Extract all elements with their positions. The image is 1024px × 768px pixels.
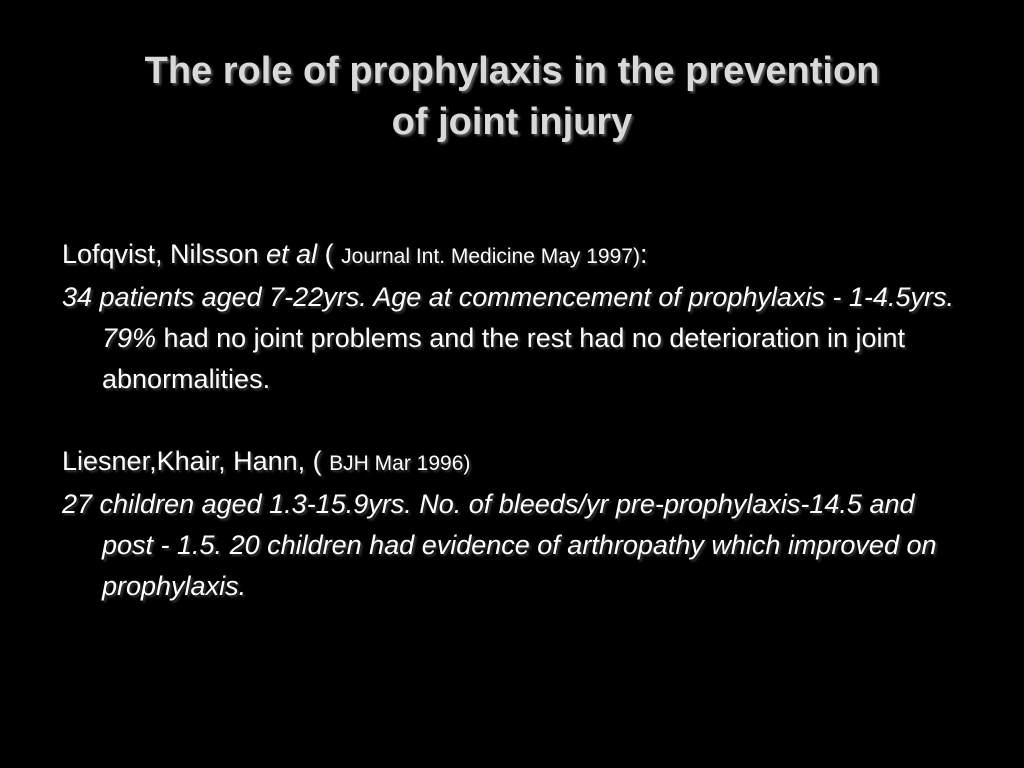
reference-1-etal: et al bbox=[266, 239, 318, 269]
reference-1-journal: Journal Int. Medicine May 1997) bbox=[341, 245, 640, 268]
title-line-1: The role of prophylaxis in the prevention bbox=[144, 50, 880, 92]
reference-2-authors: Liesner,Khair, Hann, ( bbox=[62, 446, 330, 476]
reference-1 bbox=[62, 234, 962, 277]
title-line-2: of joint injury bbox=[391, 101, 633, 143]
study-1-summary-normal: had no joint problems and the rest had no deterioration in joint abnormalities. bbox=[102, 323, 906, 394]
reference-1-open-paren: ( bbox=[317, 239, 342, 269]
slide-title bbox=[40, 46, 984, 148]
study-2-summary: 27 children aged 1.3-15.9yrs. No. of bleeds/yr pre-prophylaxis-14.5 and post - 1.5. 20 children had evidence of arthropathy which improved on prophylaxis. bbox=[62, 489, 937, 601]
study-1-summary bbox=[62, 277, 962, 400]
study-1-summary-italic: 34 patients aged 7-22yrs. Age at commencement of prophylaxis - 1-4.5yrs. 79% bbox=[62, 282, 954, 353]
reference-2-journal: BJH Mar 1996) bbox=[329, 452, 471, 475]
slide-body bbox=[62, 234, 962, 607]
reference-1-authors: Lofqvist, Nilsson bbox=[62, 239, 267, 269]
reference-2 bbox=[62, 441, 962, 484]
reference-1-colon: : bbox=[639, 239, 648, 269]
spacer bbox=[62, 400, 962, 441]
